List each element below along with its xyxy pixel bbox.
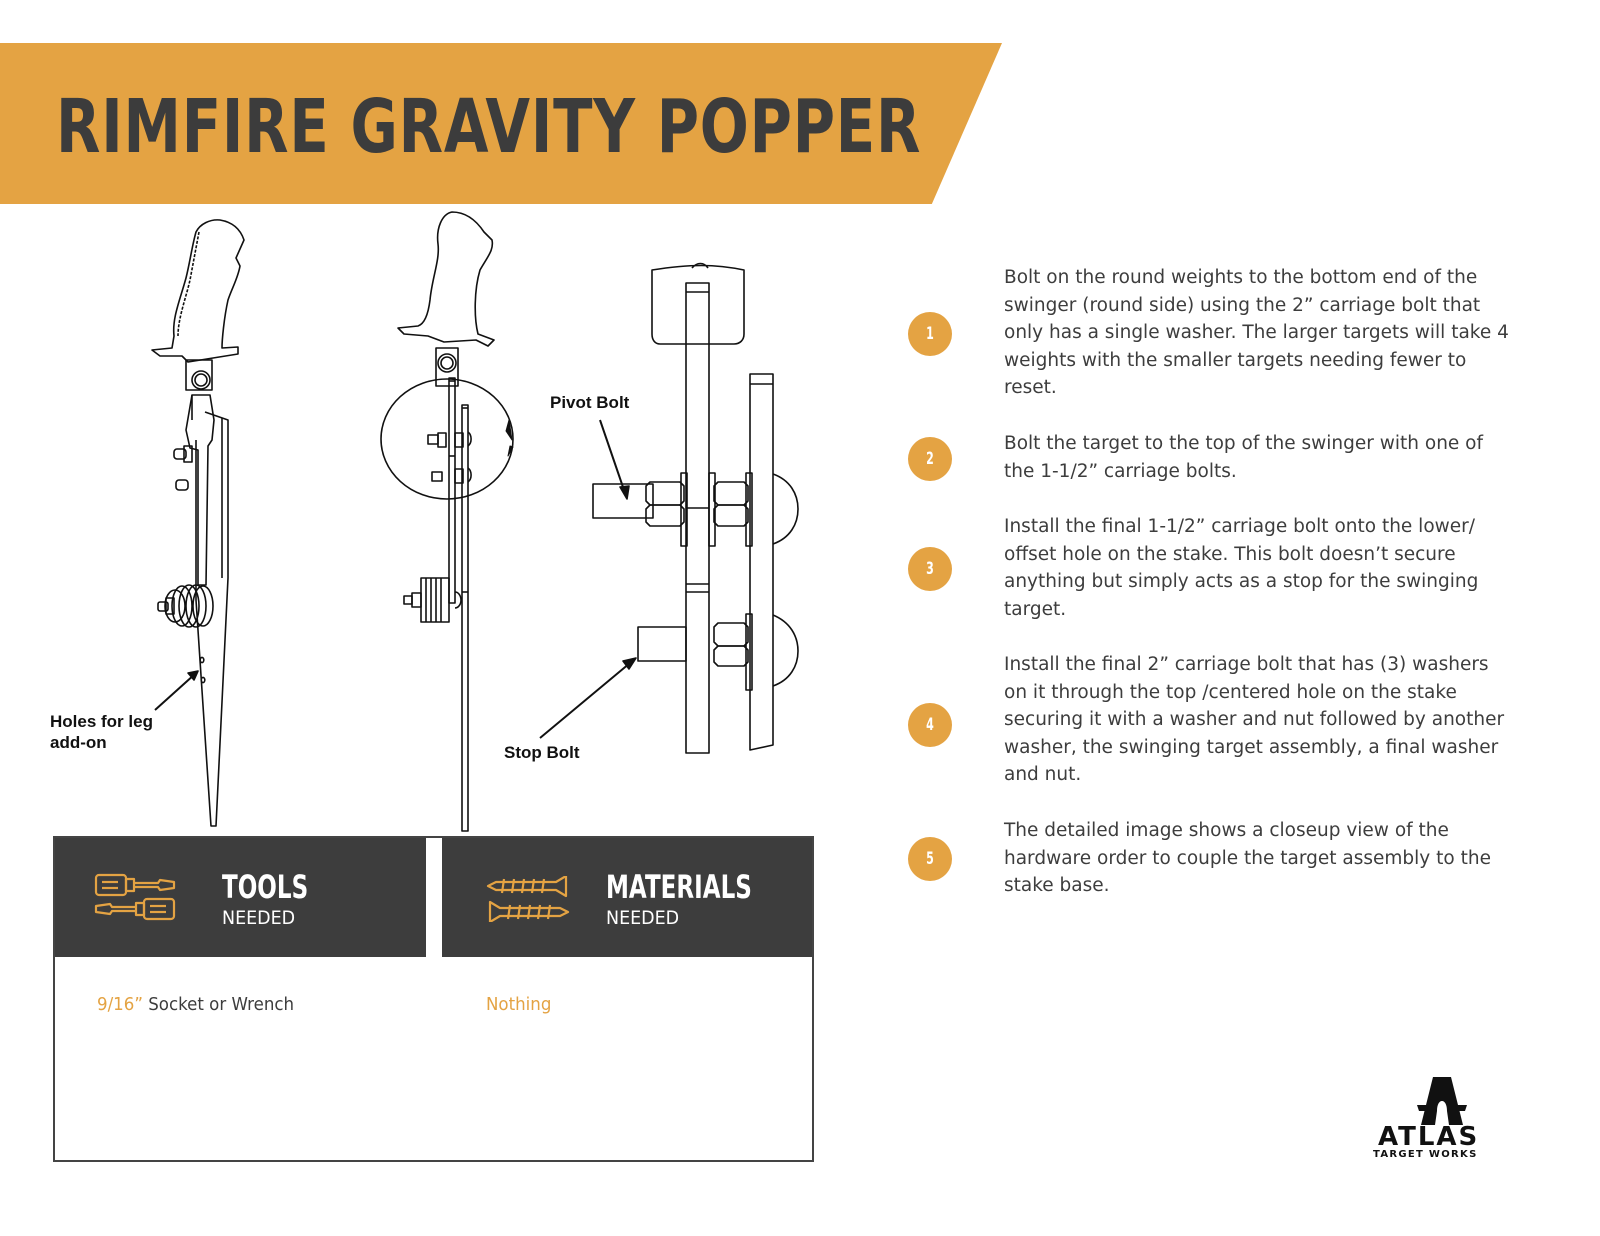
brand-name: ATLAS <box>1378 1122 1480 1152</box>
step-text: Install the final 2” carriage bolt that has (3) washers on it through the top /centered hole on the stake securing it with a washer and nut followed by another washer, the swinging target assembly, a final washer and nut. <box>1004 654 1505 786</box>
callout-line: add-on <box>50 733 107 752</box>
perspective-view <box>152 220 244 826</box>
step-number: 4 <box>926 715 934 735</box>
step-text: Bolt the target to the top of the swinger with one of the 1-1/2” carriage bolts. <box>1004 433 1484 482</box>
callout-holes-for-leg <box>50 711 153 753</box>
step-number-badge <box>908 703 952 747</box>
step-number-badge <box>908 837 952 881</box>
brand-tagline: TARGET WORKS <box>1373 1149 1478 1160</box>
step-number-badge <box>908 547 952 591</box>
step-number: 2 <box>926 449 934 469</box>
callout-stop-bolt: Stop Bolt <box>504 743 580 762</box>
step-number: 3 <box>926 559 934 579</box>
hardware-closeup-view <box>540 264 798 754</box>
step-text: Bolt on the round weights to the bottom end of the swinger (round side) using the 2” carriage bolt that only has a single washer. The larger targets will take 4 weights with the smaller targets needing fewer to reset. <box>1004 267 1509 399</box>
step-number-badge <box>908 437 952 481</box>
step-number: 1 <box>926 324 934 344</box>
atlas-logo-icon <box>1415 1075 1469 1127</box>
page-title: RIMFIRE GRAVITY POPPER <box>56 84 922 170</box>
step-number-badge <box>908 312 952 356</box>
screws-icon <box>486 876 570 922</box>
side-view <box>381 212 513 831</box>
callout-line: Holes for leg <box>50 712 153 731</box>
step-text: The detailed image shows a closeup view of the hardware order to couple the target assembly to the stake base. <box>1004 820 1491 897</box>
tools-item-size: 9/16” <box>97 995 143 1015</box>
callout-pivot-bolt: Pivot Bolt <box>550 393 630 412</box>
step-text: Install the final 1-1/2” carriage bolt onto the lower/ offset hole on the stake. This bolt doesn’t secure anything but simply acts as a stop for the swinging target. <box>1004 516 1479 620</box>
materials-item <box>486 995 551 1015</box>
materials-item-text: Nothing <box>486 995 552 1015</box>
materials-title: MATERIALS <box>606 868 752 906</box>
tools-title: TOOLS <box>222 868 309 906</box>
materials-subtitle: NEEDED <box>606 907 680 929</box>
tools-item <box>97 995 294 1015</box>
screwdrivers-icon <box>94 872 178 922</box>
tools-item-text: Socket or Wrench <box>142 995 295 1015</box>
tools-subtitle: NEEDED <box>222 907 296 929</box>
step-number: 5 <box>926 849 934 869</box>
